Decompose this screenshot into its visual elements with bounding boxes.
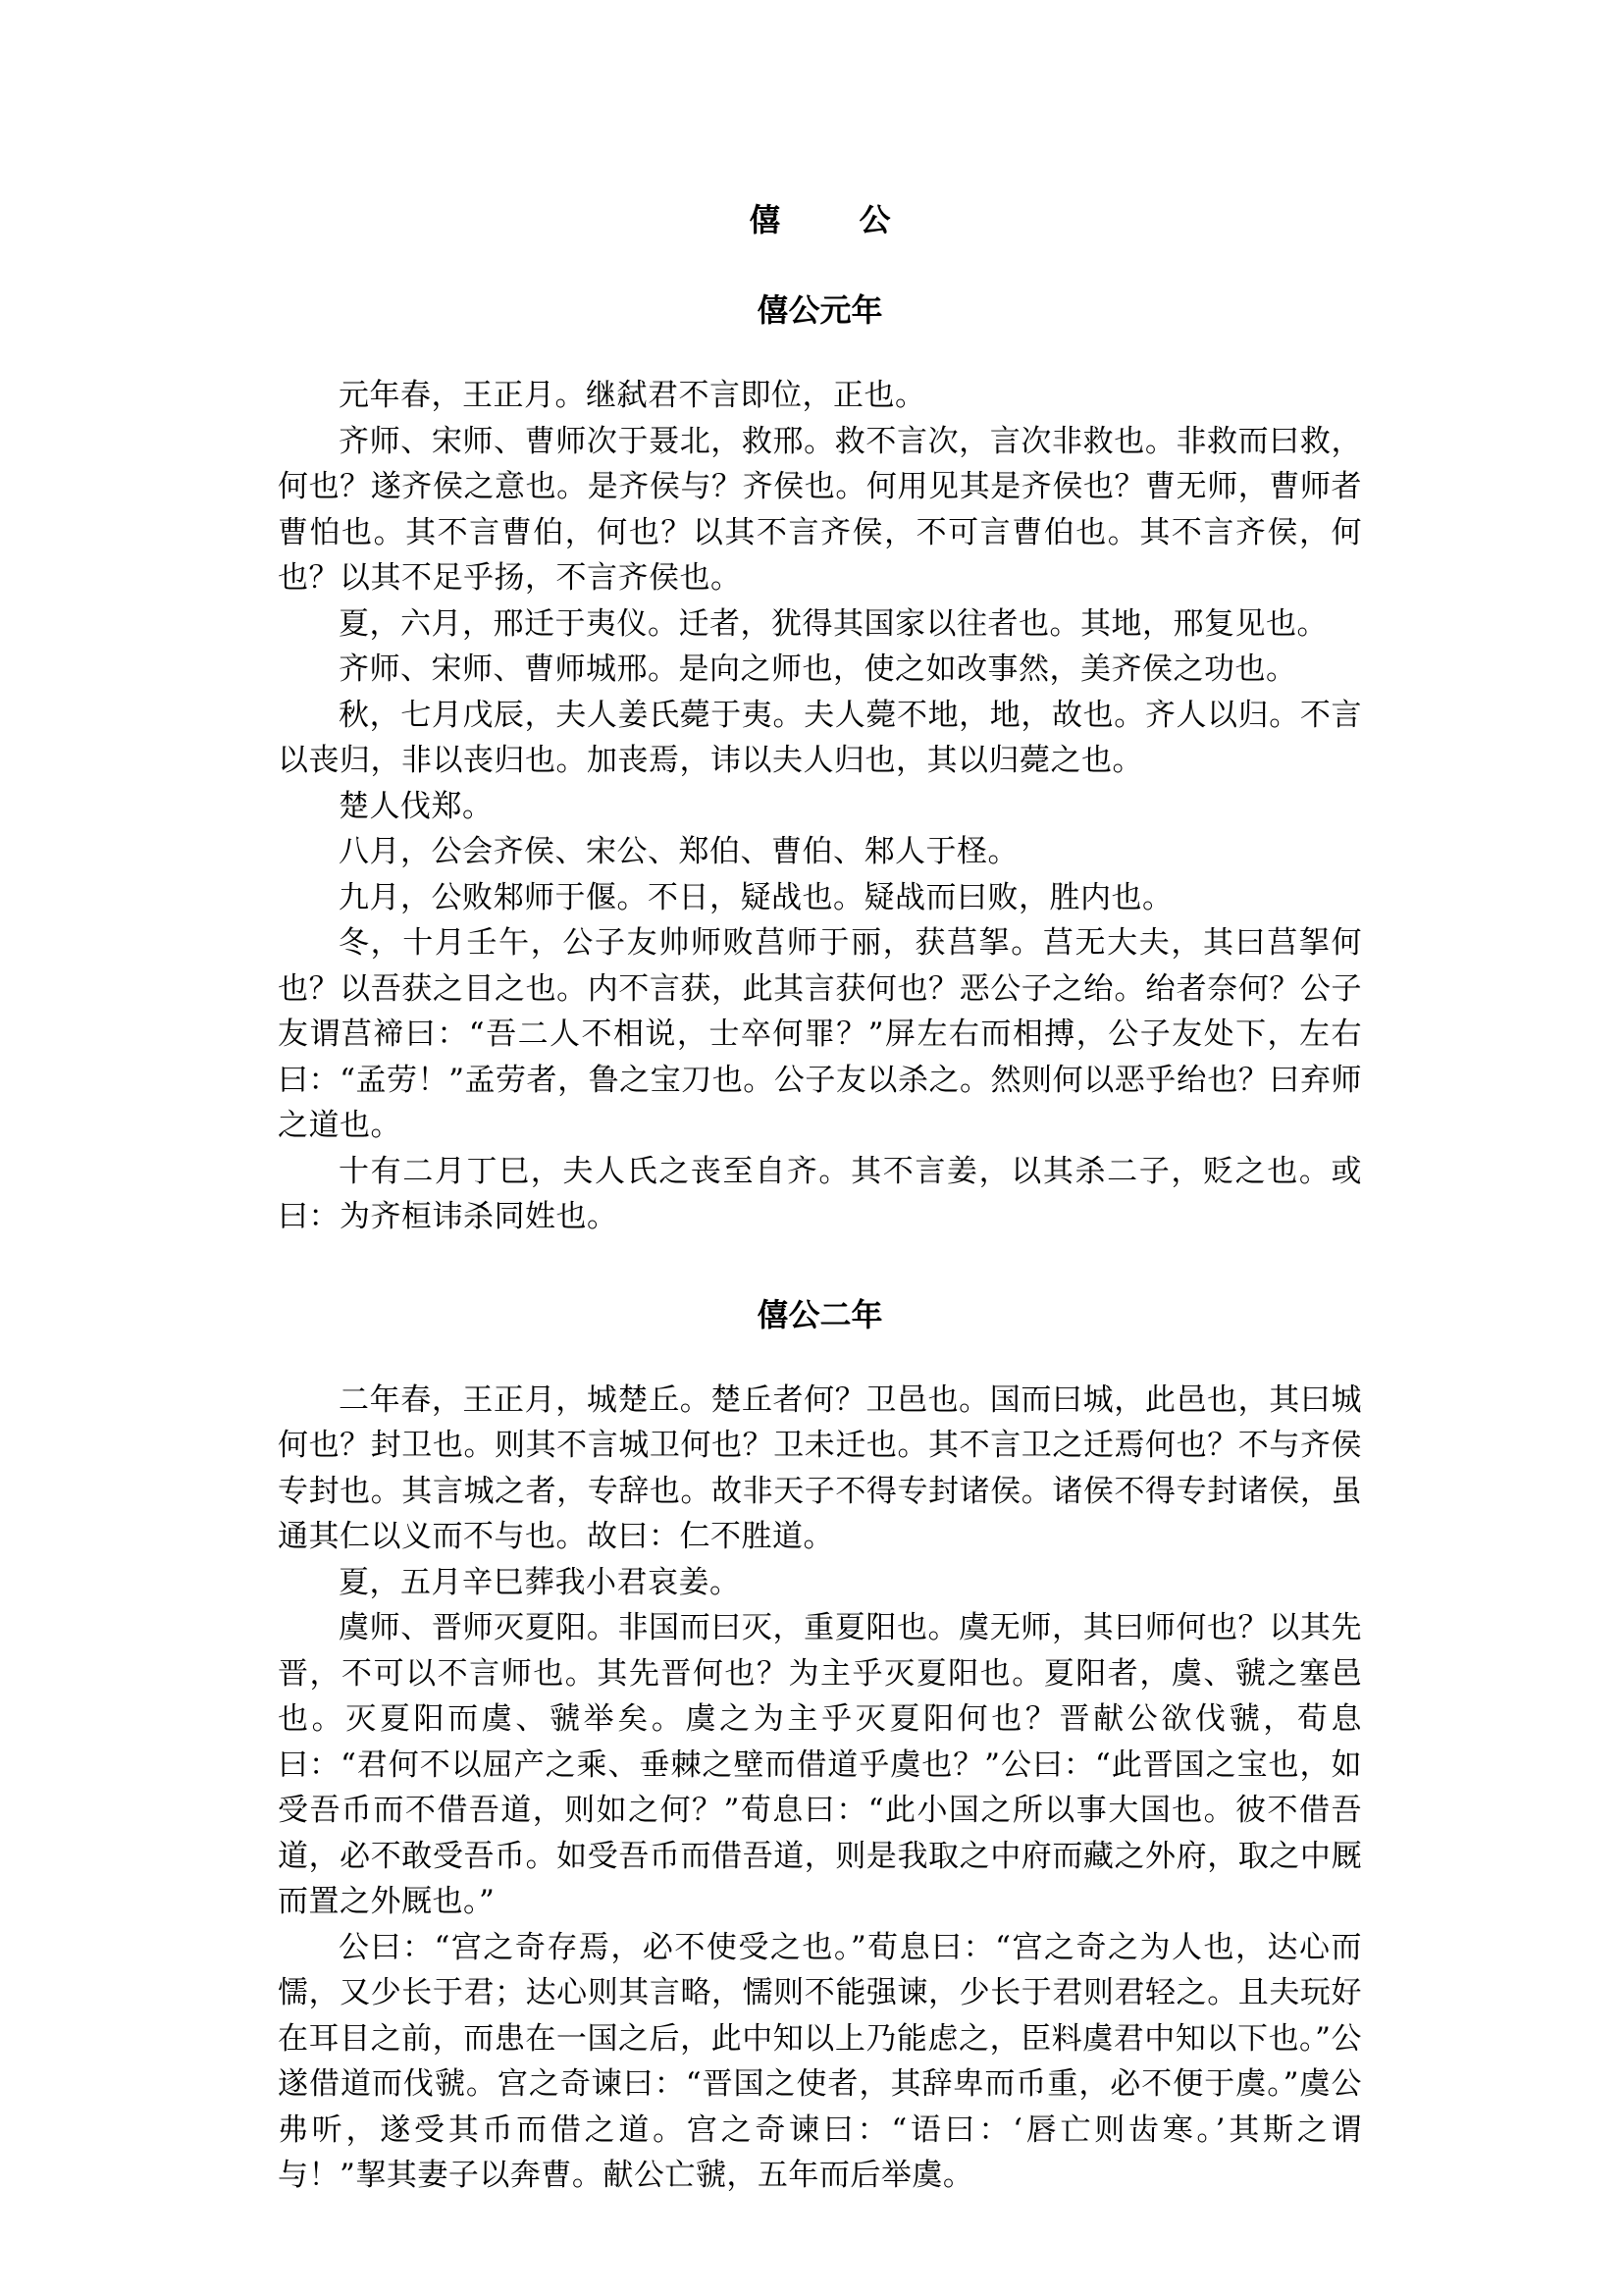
paragraph: 齐师、宋师、曹师次于聂北，救邢。救不言次，言次非救也。非救而曰救，何也？遂齐侯之意也。是齐侯与？齐侯也。何用见其是齐侯也？曹无师，曹师者曹怕也。其不言曹伯，何也？以其不言齐侯，不可言曹伯也。其不言齐侯，何也？以其不足乎扬，不言齐侯也。 xyxy=(278,423,1362,596)
paragraph: 八月，公会齐侯、宋公、郑伯、曹伯、邾人于柽。 xyxy=(339,834,1019,869)
paragraph: 元年春，王正月。继弑君不言即位，正也。 xyxy=(339,378,926,413)
paragraph: 齐师、宋师、曹师城邢。是向之师也，使之如改事然，美齐侯之功也。 xyxy=(339,652,1297,687)
section-year-2 xyxy=(278,1291,1362,2199)
page-title: 僖 公 xyxy=(749,201,915,238)
section-title: 僖公二年 xyxy=(757,1295,883,1333)
section-year-1 xyxy=(278,287,1362,1240)
paragraph: 公曰：“宫之奇存焉，必不使受之也。”荀息曰：“宫之奇之为人也，达心而懦，又少长于君；达心则其言略，懦则不能强谏，少长于君则君轻之。且夫玩好在耳目之前，而患在一国之后，此中知以上乃能虑之，臣料虞君中知以下也。”公遂借道而伐虢。宫之奇谏曰：“晋国之使者，其辞卑而币重，必不便于虞。”虞公弗听，遂受其币而借之道。宫之奇谏曰：“语曰：‘唇亡则齿寒。’其斯之谓与！”挈其妻子以奔曹。献公亡虢，五年而后举虞。 xyxy=(278,1929,1362,2193)
paragraph: 虞师、晋师灭夏阳。非国而曰灭，重夏阳也。虞无师，其曰师何也？以其先晋，不可以不言师也。其先晋何也？为主乎灭夏阳也。夏阳者，虞、虢之塞邑也。灭夏阳而虞、虢举矣。虞之为主乎灭夏阳何也？晋献公欲伐虢，荀息曰：“君何不以屈产之乘、垂棘之壁而借道乎虞也？”公曰：“此晋国之宝也，如受吾币而不借吾道，则如之何？”荀息曰：“此小国之所以事大国也。彼不借吾道，必不敢受吾币。如受吾币而借吾道，则是我取之中府而藏之外府，取之中厩而置之外厩也。” xyxy=(278,1610,1362,1919)
paragraph: 冬，十月壬午，公子友帅师败莒师于丽，获莒挐。莒无大夫，其曰莒挐何也？以吾获之目之也。内不言获，此其言获何也？恶公子之绐。绐者奈何？公子友谓莒褅曰：“吾二人不相说，士卒何罪？”屏左右而相搏，公子友处下，左右曰：“孟劳！”孟劳者，鲁之宝刀也。公子友以杀之。然则何以恶乎绐也？曰弃师之道也。 xyxy=(278,925,1362,1143)
paragraph: 夏，六月，邢迁于夷仪。迁者，犹得其国家以往者也。其地，邢复见也。 xyxy=(339,605,1328,642)
paragraph: 二年春，王正月，城楚丘。楚丘者何？卫邑也。国而曰城，此邑也，其曰城何也？封卫也。则其不言城卫何也？卫未迁也。其不言卫之迁焉何也？不与齐侯专封也。其言城之者，专辞也。故非天子不得专封诸侯。诸侯不得专封诸侯，虽通其仁以义而不与也。故曰：仁不胜道。 xyxy=(278,1382,1362,1554)
paragraph: 十有二月丁巳，夫人氏之丧至自齐。其不言姜，以其杀二子，贬之也。或曰：为齐桓讳杀同姓也。 xyxy=(278,1153,1362,1234)
paragraph: 楚人伐郑。 xyxy=(339,788,494,824)
paragraph: 九月，公败邾师于偃。不日，疑战也。疑战而曰败，胜内也。 xyxy=(339,879,1174,915)
section-title: 僖公元年 xyxy=(757,291,883,329)
document-page xyxy=(278,196,1362,2199)
paragraph: 夏，五月辛巳葬我小君哀姜。 xyxy=(339,1564,741,1600)
paragraph: 秋，七月戊辰，夫人姜氏薨于夷。夫人薨不地，地，故也。齐人以归。不言以丧归，非以丧归也。加丧焉，讳以夫人归也，其以归薨之也。 xyxy=(278,697,1362,778)
